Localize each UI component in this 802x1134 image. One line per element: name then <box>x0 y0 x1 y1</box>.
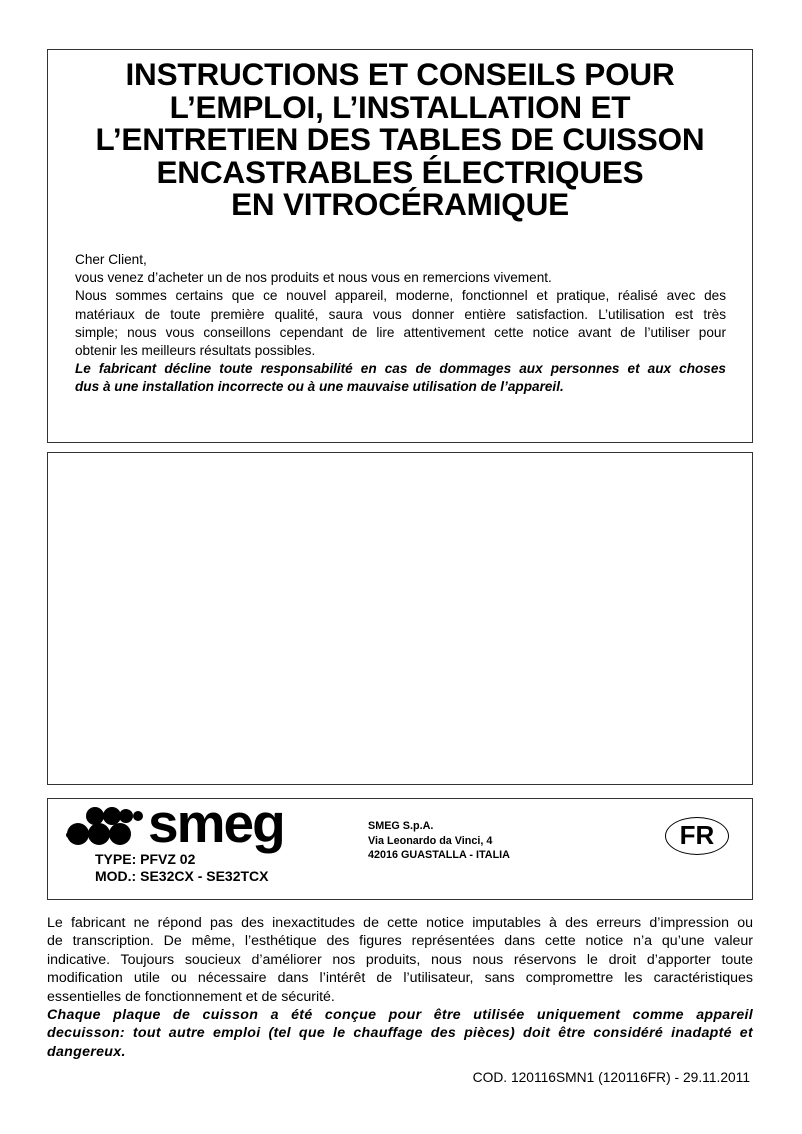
logo-dot-icon <box>109 823 131 845</box>
disclaimer-warning-line: dangereux. <box>47 1043 126 1060</box>
disclaimer-line: modification utile ou nécessaire dans l’intérêt de l’utilisateur, sans compromettre les caractéristiques <box>47 970 753 987</box>
intro-text <box>75 251 726 397</box>
intro-line: vous venez d’acheter un de nos produits et nous vous en remercions vivement. <box>75 270 552 286</box>
logo-wordmark: smeg <box>148 792 284 854</box>
document-code: COD. 120116SMN1 (120116FR) - 29.11.2011 <box>472 1070 750 1085</box>
disclaimer-line: essentielles de fonctionnement et de sécurité. <box>47 988 335 1005</box>
disclaimer-line: indicative. Toujours soucieux d’améliorer nos produits, nous nous réservons le droit d’apporter toute <box>47 951 753 968</box>
intro-line: Nous sommes certains que ce nouvel appareil, moderne, fonctionnel et pratique, réalisé avec des <box>75 288 726 304</box>
disclaimer-text <box>47 914 753 1061</box>
logo-dot-icon <box>133 811 143 821</box>
logo-dot-icon <box>119 809 133 823</box>
product-model: MOD.: SE32CX - SE32TCX <box>95 868 269 884</box>
intro-line: matériaux de toute première qualité, saura vous donner entière satisfaction. L’utilisation est très <box>75 306 726 322</box>
title-line: L’ENTRETIEN DES TABLES DE CUISSON <box>95 121 705 157</box>
address-line: SMEG S.p.A. <box>368 820 434 832</box>
title-line: ENCASTRABLES ÉLECTRIQUES <box>156 153 644 190</box>
disclaimer-line: Le fabricant ne répond pas des inexactitudes de cette notice imputables à des erreurs d’impression ou <box>47 915 753 931</box>
figure-placeholder-box <box>47 452 753 785</box>
address-line: Via Leonardo da Vinci, 4 <box>368 834 493 847</box>
disclaimer-warning-line: decuisson: tout autre emploi (tel que le chauffage des pièces) doit être considéré inadapté et <box>47 1025 753 1042</box>
logo-dot-icon <box>67 823 89 845</box>
disclaimer-warning-line: Chaque plaque de cuisson a été conçue pour être utilisée uniquement comme appareil <box>47 1007 753 1024</box>
brand-box <box>47 792 753 900</box>
product-type: TYPE: PFVZ 02 <box>95 851 196 867</box>
intro-warning-line: Le fabricant décline toute responsabilité en cas de dommages aux personnes et aux choses <box>75 361 726 377</box>
product-type-info <box>95 851 269 885</box>
intro-warning-line: dus à une installation incorrecte ou à une mauvaise utilisation de l’appareil. <box>75 379 564 395</box>
smeg-logo <box>66 792 306 855</box>
title-line: EN VITROCÉRAMIQUE <box>231 186 569 222</box>
greeting: Cher Client, <box>75 252 147 267</box>
intro-line: obtenir les meilleurs résultats possibles. <box>75 343 316 359</box>
country-code-badge: FR <box>665 817 729 855</box>
document-title <box>48 58 752 221</box>
title-line: L’EMPLOI, L’INSTALLATION ET <box>169 88 631 125</box>
address-line: 42016 GUASTALLA - ITALIA <box>368 849 510 861</box>
manufacturer-address <box>368 819 510 863</box>
logo-dot-icon <box>88 823 110 845</box>
intro-box <box>47 49 753 443</box>
intro-line: simple; nous vous conseillons cependant de lire attentivement cette notice avant de l’utiliser pour <box>75 324 726 340</box>
logo-dot-icon <box>86 807 104 825</box>
disclaimer-line: de transcription. De même, l’esthétique des figures représentées dans cette notice n’a qu’une valeur <box>47 933 753 950</box>
title-line: INSTRUCTIONS ET CONSEILS POUR <box>125 56 675 92</box>
